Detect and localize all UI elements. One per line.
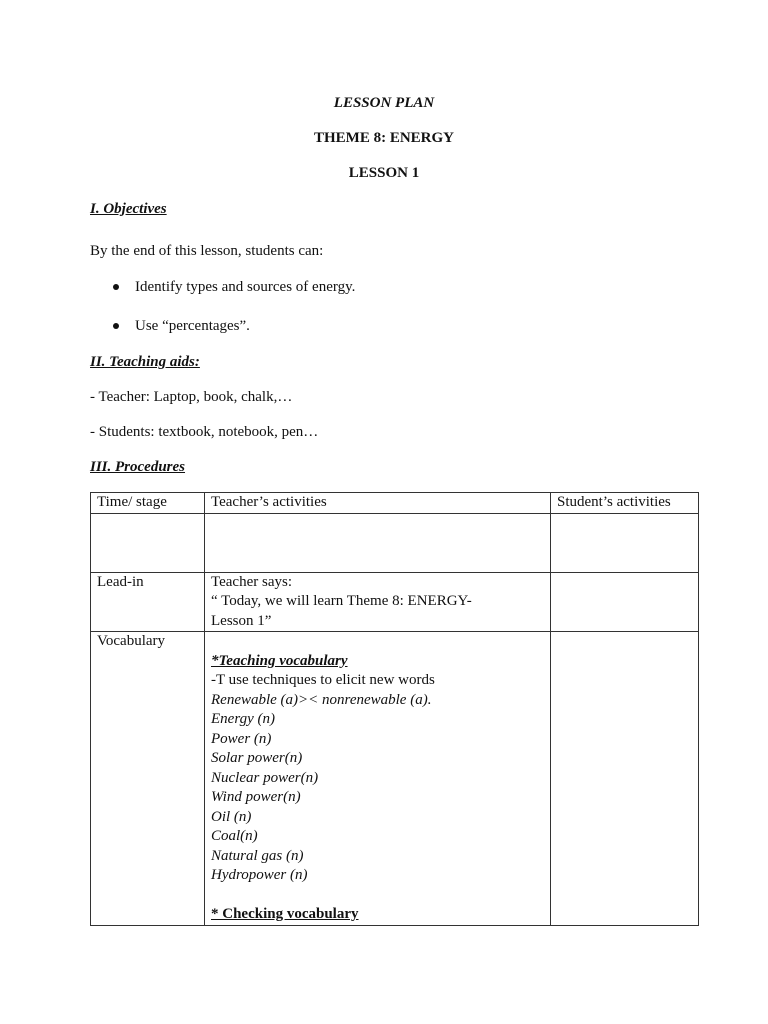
table-row-lead-in bbox=[91, 572, 699, 632]
lead-in-teacher-activities bbox=[205, 572, 551, 632]
table-cell bbox=[205, 513, 551, 572]
lesson-title: LESSON 1 bbox=[348, 165, 420, 181]
stage-vocabulary: Vocabulary bbox=[91, 632, 205, 926]
teaching-aids-heading: II. Teaching aids: bbox=[90, 354, 200, 370]
objective-item: Identify types and sources of energy. bbox=[135, 279, 356, 295]
objective-item: Use “percentages”. bbox=[135, 318, 250, 334]
vocabulary-word: Wind power(n) bbox=[211, 789, 301, 805]
bullet-dot-icon bbox=[113, 323, 119, 329]
table-cell bbox=[91, 513, 205, 572]
vocabulary-word: Oil (n) bbox=[211, 808, 252, 825]
vocabulary-teacher-activities bbox=[205, 632, 551, 926]
vocabulary-word: Nuclear power(n) bbox=[211, 769, 319, 786]
spacer bbox=[211, 632, 544, 652]
vocabulary-word: Power (n) bbox=[211, 730, 272, 747]
table-row-vocabulary bbox=[91, 632, 699, 926]
objectives-heading: I. Objectives bbox=[90, 201, 167, 217]
vocabulary-word: Natural gas (n) bbox=[211, 847, 304, 864]
lead-in-line: Lesson 1” bbox=[211, 612, 272, 629]
lesson-plan-title: LESSON PLAN bbox=[333, 95, 435, 111]
lead-in-line: “ Today, we will learn Theme 8: ENERGY- bbox=[211, 593, 472, 609]
vocabulary-word: Coal(n) bbox=[211, 828, 258, 844]
teaching-aids-teacher: - Teacher: Laptop, book, chalk,… bbox=[90, 389, 293, 405]
checking-vocabulary-heading: * Checking vocabulary bbox=[211, 906, 359, 922]
stage-lead-in: Lead-in bbox=[91, 572, 205, 632]
lead-in-line: Teacher says: bbox=[211, 573, 292, 590]
lead-in-student-activities bbox=[551, 572, 699, 632]
theme-title: THEME 8: ENERGY bbox=[313, 130, 454, 146]
column-header-time-stage: Time/ stage bbox=[91, 493, 205, 514]
table-header-row bbox=[91, 493, 699, 514]
teaching-aids-students: - Students: textbook, notebook, pen… bbox=[90, 424, 319, 440]
teaching-vocabulary-heading: *Teaching vocabulary bbox=[211, 652, 348, 669]
column-header-student-activities: Student’s activities bbox=[551, 493, 699, 514]
table-row-empty bbox=[91, 513, 699, 572]
procedures-heading: III. Procedures bbox=[90, 459, 186, 475]
column-header-teacher-activities: Teacher’s activities bbox=[205, 493, 551, 514]
spacer bbox=[211, 886, 544, 906]
vocabulary-word: Renewable (a)>< nonrenewable (a). bbox=[211, 691, 432, 708]
procedures-table bbox=[90, 492, 699, 926]
bullet-dot-icon bbox=[113, 284, 119, 290]
table-cell bbox=[551, 513, 699, 572]
vocabulary-word: Energy (n) bbox=[211, 711, 275, 727]
vocabulary-student-activities bbox=[551, 632, 699, 926]
vocabulary-word: Hydropower (n) bbox=[211, 867, 308, 883]
vocabulary-word: Solar power(n) bbox=[211, 750, 303, 766]
objectives-intro: By the end of this lesson, students can: bbox=[90, 243, 324, 259]
vocabulary-technique: -T use techniques to elicit new words bbox=[211, 672, 435, 688]
